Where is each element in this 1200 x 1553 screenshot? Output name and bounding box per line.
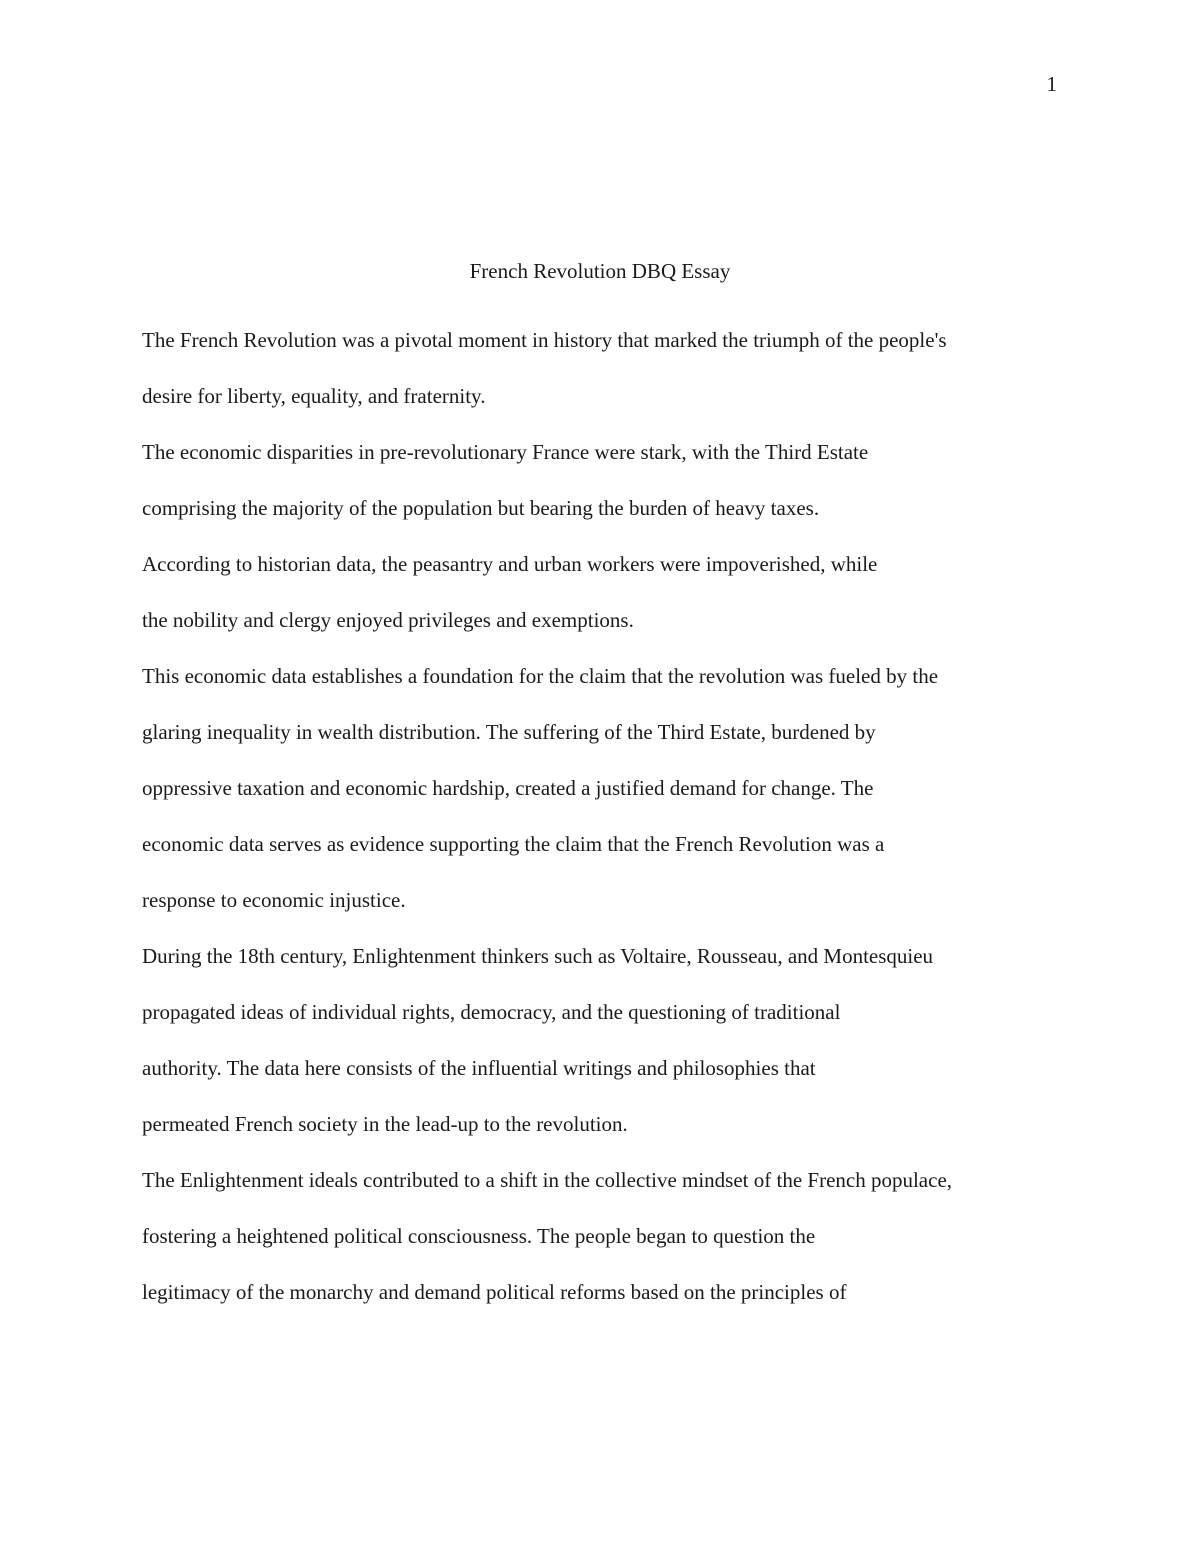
- paragraph-2: [142, 424, 1072, 648]
- text-line: During the 18th century, Enlightenment thinkers such as Voltaire, Rousseau, and Montesquieu: [142, 944, 934, 968]
- text-line: fostering a heightened political consciousness. The people began to question the: [142, 1224, 816, 1248]
- text-line: oppressive taxation and economic hardship, created a justified demand for change. The: [142, 776, 874, 800]
- text-line: the nobility and clergy enjoyed privileges and exemptions.: [142, 608, 634, 632]
- text-line: According to historian data, the peasantry and urban workers were impoverished, while: [142, 552, 878, 576]
- text-line: comprising the majority of the population but bearing the burden of heavy taxes.: [142, 496, 820, 520]
- paragraph-3: [142, 648, 1072, 928]
- text-line: propagated ideas of individual rights, democracy, and the questioning of traditional: [142, 1000, 841, 1024]
- text-line: desire for liberty, equality, and fraternity.: [142, 384, 486, 408]
- paragraph-4: [142, 928, 1072, 1152]
- page-number: 1: [1046, 72, 1057, 96]
- text-line: The French Revolution was a pivotal moment in history that marked the triumph of the people's: [142, 328, 947, 352]
- essay-title: French Revolution DBQ Essay: [469, 259, 731, 283]
- text-line: glaring inequality in wealth distribution. The suffering of the Third Estate, burdened by: [142, 720, 876, 744]
- text-line: permeated French society in the lead-up to the revolution.: [142, 1112, 628, 1136]
- paragraph-5: [142, 1152, 1072, 1320]
- text-line: legitimacy of the monarchy and demand political reforms based on the principles of: [142, 1280, 847, 1304]
- text-line: The Enlightenment ideals contributed to a shift in the collective mindset of the French populace,: [142, 1168, 953, 1192]
- text-line: This economic data establishes a foundation for the claim that the revolution was fueled by the: [142, 664, 939, 688]
- text-line: The economic disparities in pre-revolutionary France were stark, with the Third Estate: [142, 440, 869, 464]
- text-line: authority. The data here consists of the influential writings and philosophies that: [142, 1056, 816, 1080]
- essay-body: [142, 312, 1072, 1320]
- text-line: economic data serves as evidence supporting the claim that the French Revolution was a: [142, 832, 885, 856]
- text-line: response to economic injustice.: [142, 888, 406, 912]
- paragraph-1: [142, 312, 1072, 424]
